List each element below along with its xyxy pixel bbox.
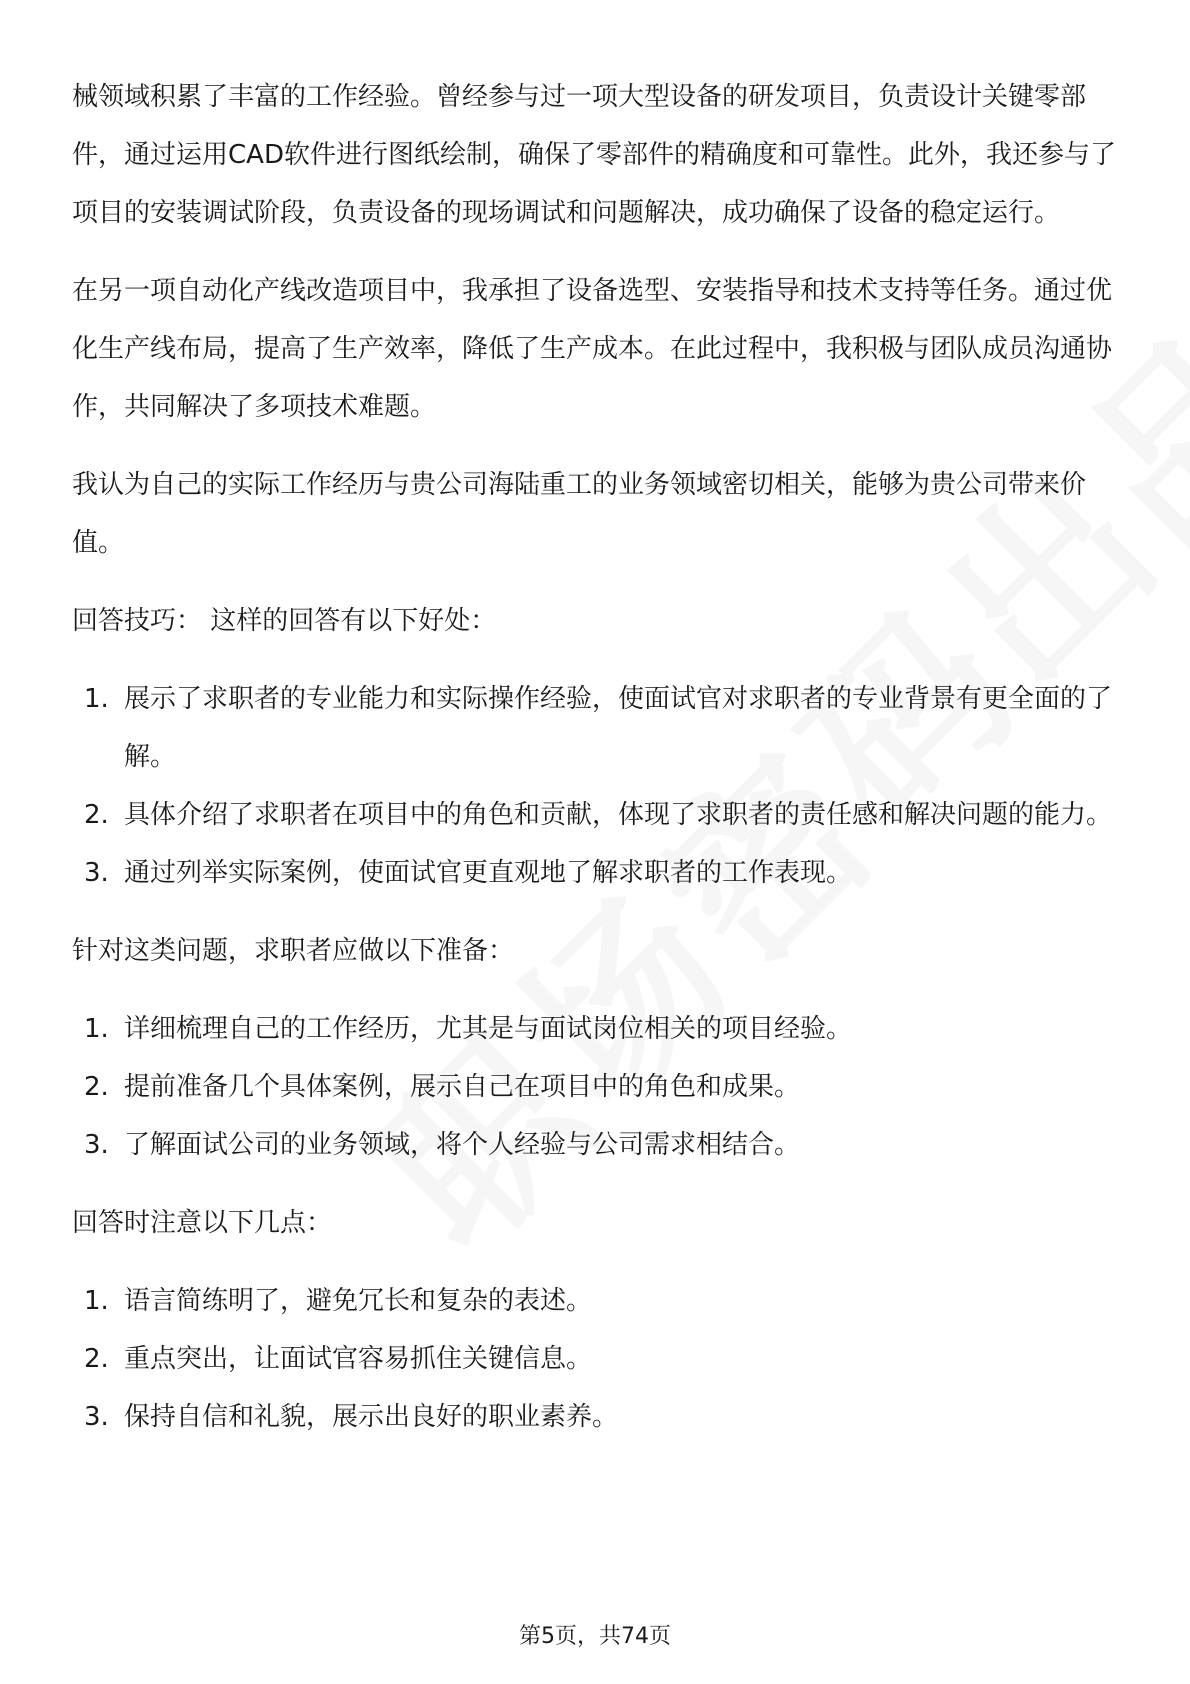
list-number: 3. xyxy=(84,1402,109,1432)
list-item-text: 重点突出，让面试官容易抓住关键信息。 xyxy=(124,1344,593,1374)
list-item xyxy=(72,786,1122,844)
list-number: 3. xyxy=(84,1130,109,1160)
document-body xyxy=(72,68,1122,1466)
list-item xyxy=(72,1330,1122,1388)
tips-list xyxy=(72,670,1122,902)
list-item-text: 展示了求职者的专业能力和实际操作经验，使面试官对求职者的专业背景有更全面的了解。 xyxy=(124,684,1113,772)
list-item-text: 提前准备几个具体案例，展示自己在项目中的角色和成果。 xyxy=(124,1072,801,1102)
list-item-text: 具体介绍了求职者在项目中的角色和贡献，体现了求职者的责任感和解决问题的能力。 xyxy=(124,800,1113,830)
prep-heading: 针对这类问题，求职者应做以下准备： xyxy=(72,936,515,966)
prep-list xyxy=(72,1000,1122,1174)
paragraph-automation-project: 在另一项自动化产线改造项目中，我承担了设备选型、安装指导和技术支持等任务。通过优化生产线布局，提高了生产效率，降低了生产成本。在此过程中，我积极与团队成员沟通协作，共同解决了多项技术难题。 xyxy=(72,276,1113,422)
paragraph-experience: 械领域积累了丰富的工作经验。曾经参与过一项大型设备的研发项目，负责设计关键零部件，通过运用CAD软件进行图纸绘制，确保了零部件的精确度和可靠性。此外，我还参与了项目的安装调试阶段，负责设备的现场调试和问题解决，成功确保了设备的稳定运行。 xyxy=(72,82,1116,228)
list-item-text: 详细梳理自己的工作经历，尤其是与面试岗位相关的项目经验。 xyxy=(124,1014,853,1044)
paragraph-value: 我认为自己的实际工作经历与贵公司海陆重工的业务领域密切相关，能够为贵公司带来价值。 xyxy=(72,470,1087,558)
list-item-text: 了解面试公司的业务领域，将个人经验与公司需求相结合。 xyxy=(124,1130,801,1160)
list-number: 1. xyxy=(84,1014,109,1044)
list-item xyxy=(72,844,1122,902)
list-number: 2. xyxy=(84,800,109,830)
notes-list xyxy=(72,1272,1122,1446)
list-item xyxy=(72,1058,1122,1116)
page-number: 第5页，共74页 xyxy=(519,1624,671,1649)
list-number: 1. xyxy=(84,684,109,714)
list-item-text: 保持自信和礼貌，展示出良好的职业素养。 xyxy=(124,1402,619,1432)
list-item-text: 语言简练明了，避免冗长和复杂的表述。 xyxy=(124,1286,593,1316)
list-number: 1. xyxy=(84,1286,109,1316)
notes-heading: 回答时注意以下几点： xyxy=(72,1208,333,1238)
list-number: 2. xyxy=(84,1072,109,1102)
list-item xyxy=(72,1388,1122,1446)
tips-heading: 回答技巧： 这样的回答有以下好处： xyxy=(72,606,497,636)
list-item xyxy=(72,1000,1122,1058)
list-item xyxy=(72,670,1122,786)
list-number: 2. xyxy=(84,1344,109,1374)
list-item-text: 通过列举实际案例，使面试官更直观地了解求职者的工作表现。 xyxy=(124,858,853,888)
list-item xyxy=(72,1272,1122,1330)
list-number: 3. xyxy=(84,858,109,888)
list-item xyxy=(72,1116,1122,1174)
